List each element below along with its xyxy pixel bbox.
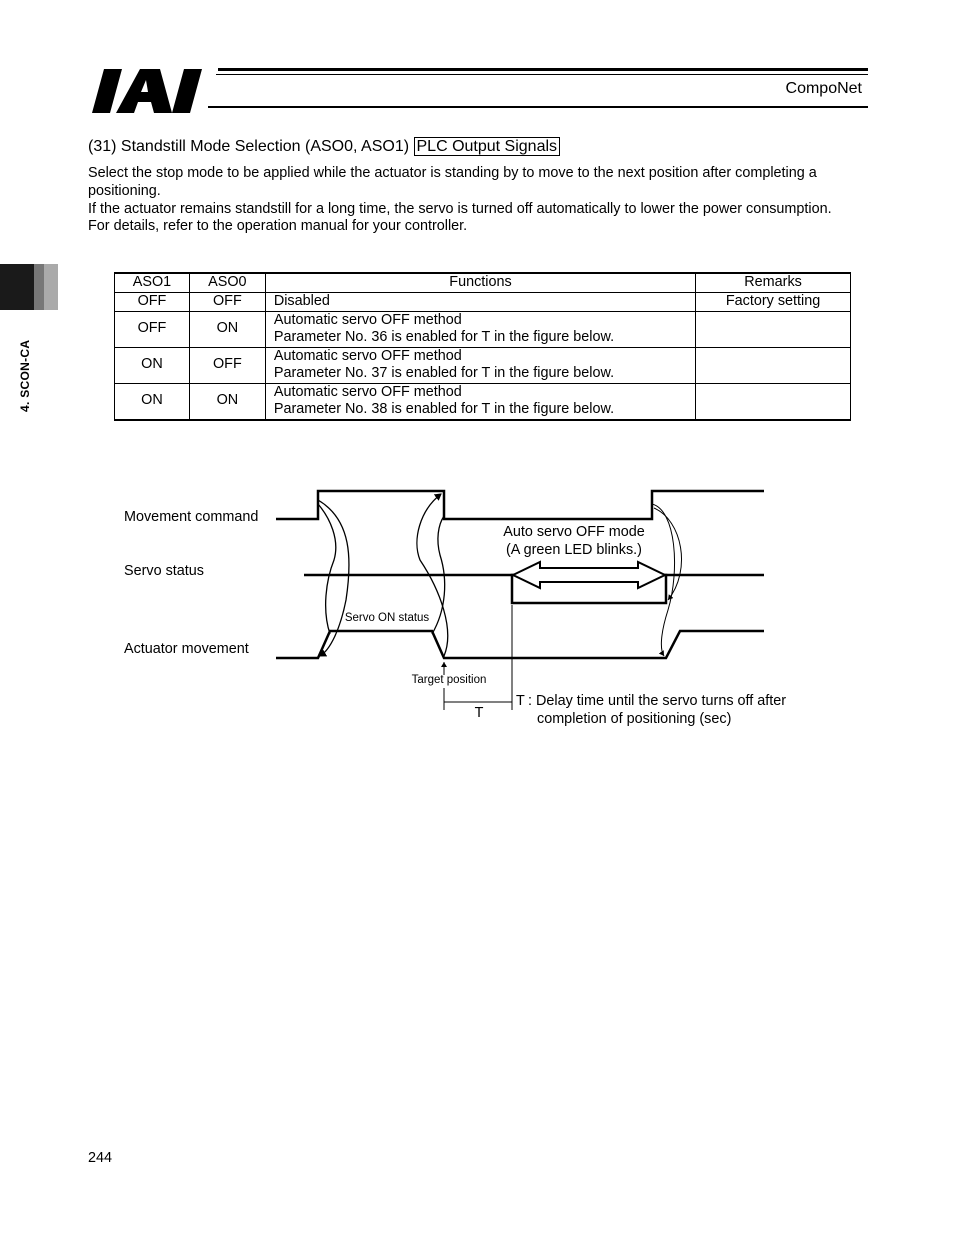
t-definition-symbol: T [516,693,525,709]
standstill-mode-table [114,272,851,421]
cell-aso1: OFF [115,311,190,347]
function-line: Automatic servo OFF method [273,383,462,400]
intro-line: If the actuator remains standstill for a long time, the servo is turned off automatically to lower the power consumption. [88,200,832,217]
label-actuator-movement: Actuator movement [124,641,249,657]
table-header-row [115,273,851,293]
intro-text [88,165,868,236]
label-t: T [474,705,484,721]
cell-aso0: OFF [189,347,265,383]
col-header-functions: Functions [265,273,695,293]
header-rules [208,66,868,116]
chapter-label: 4. SCON-CA [18,339,32,412]
timing-diagram [0,460,954,750]
cell-remarks: Factory setting [696,293,851,312]
col-header-aso0: ASO0 [189,273,265,293]
function-line: Parameter No. 36 is enabled for T in the figure below. [273,329,615,345]
col-header-aso1: ASO1 [115,273,190,293]
product-name: CompoNet [785,80,862,97]
function-line: Automatic servo OFF method [273,347,462,364]
cell-aso1: ON [115,347,190,383]
t-definition-line-1: : Delay time until the servo turns off after [528,693,787,709]
intro-line: For details, refer to the operation manual for your controller. [88,218,468,235]
label-auto-servo-off: Auto servo OFF mode [503,524,645,540]
label-target-position: Target position [411,674,487,686]
label-movement-command: Movement command [124,509,259,525]
chapter-tab [0,264,58,310]
table-row [115,383,851,420]
table-row [115,311,851,347]
cell-remarks [696,347,851,383]
cell-function: Disabled [265,293,695,312]
section-heading [88,138,560,156]
intro-line: Select the stop mode to be applied while the actuator is standing by to move to the next position after completing a positioning. [88,165,817,199]
cell-aso0: ON [189,383,265,420]
cell-remarks [696,383,851,420]
page-number: 244 [88,1150,113,1166]
function-line: Parameter No. 37 is enabled for T in the figure below. [273,365,615,381]
table-row [115,347,851,383]
cell-remarks [696,311,851,347]
table-row [115,293,851,312]
cell-aso1: OFF [115,293,190,312]
cell-aso1: ON [115,383,190,420]
function-line: Parameter No. 38 is enabled for T in the figure below. [273,401,615,417]
col-header-remarks: Remarks [696,273,851,293]
servo-off-duration-arrow [513,562,665,588]
actuator-movement-signal [276,631,764,658]
cell-function [265,311,695,347]
t-definition-line-2: completion of positioning (sec) [537,711,732,727]
label-servo-on-status: Servo ON status [344,612,430,624]
signal-type-box: PLC Output Signals [414,137,561,156]
label-servo-status: Servo status [124,563,204,579]
movement-command-signal [276,491,764,519]
label-green-led: (A green LED blinks.) [506,542,642,558]
function-line: Automatic servo OFF method [273,311,462,328]
cell-aso0: ON [189,311,265,347]
iai-logo [88,66,214,116]
cell-aso0: OFF [189,293,265,312]
cell-function [265,347,695,383]
section-title: (31) Standstill Mode Selection (ASO0, ASO1) [88,138,410,155]
cell-function [265,383,695,420]
